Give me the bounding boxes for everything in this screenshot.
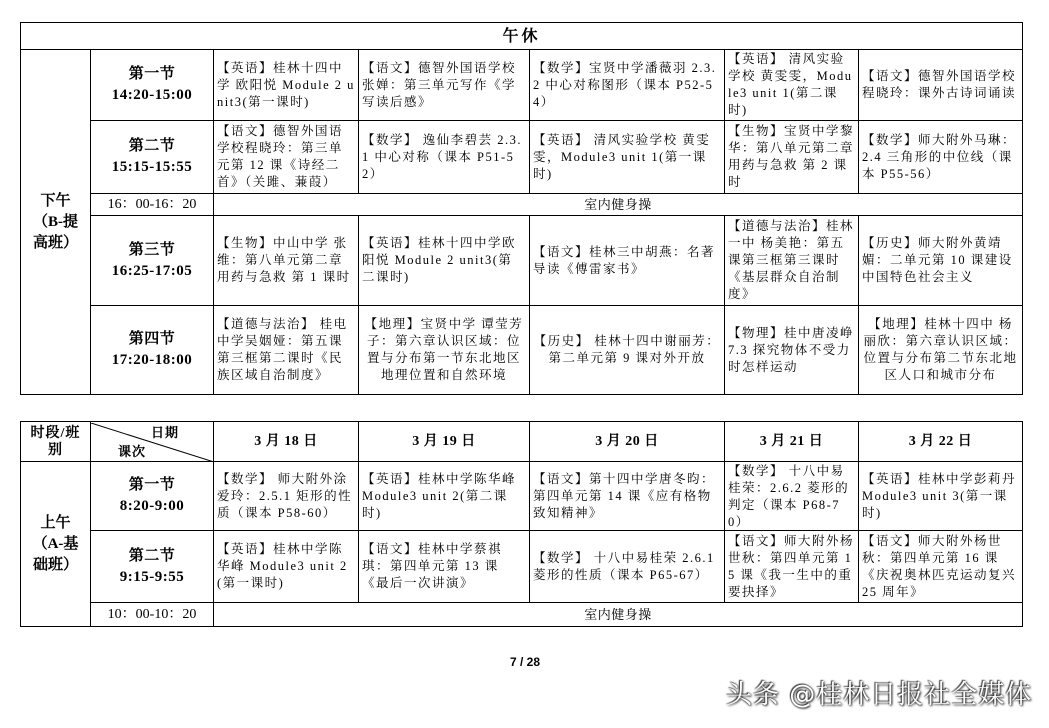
lesson-cell: 【英语】桂林中学陈华峰 Module3 unit 2(第一课时) bbox=[214, 531, 359, 603]
lesson-cell: 【语文】桂林三中胡燕：名著导读《傅雷家书》 bbox=[530, 216, 725, 306]
table-row bbox=[21, 306, 1023, 395]
lesson-cell: 【语文】德智外国语学校程晓玲：第三单元第 12 课《诗经二首》（关雎、蒹葭） bbox=[214, 121, 359, 194]
date-header: 3 月 22 日 bbox=[859, 422, 1023, 462]
watermark-text: 头条 @桂林日报社全媒体 bbox=[726, 680, 1033, 710]
session-label-afternoon bbox=[21, 50, 91, 395]
exercise-time: 16：00-16：20 bbox=[91, 194, 214, 216]
afternoon-schedule-table bbox=[20, 22, 1023, 395]
period-cell bbox=[91, 531, 214, 603]
lesson-cell: 【生物】宝贤中学黎华：第八单元第二章用药与急救 第 2 课时 bbox=[725, 121, 859, 194]
lesson-cell: 【语文】桂林中学蔡祺琪：第四单元第 13 课《最后一次讲演》 bbox=[359, 531, 530, 603]
lesson-cell: 【语文】师大附外杨世秋：第四单元第 15 课《我一生中的重要抉择》 bbox=[725, 531, 859, 603]
session-label: 上午 bbox=[40, 514, 71, 531]
session-column-header: 时段/班别 bbox=[21, 422, 91, 462]
period-name: 第三节 bbox=[128, 241, 176, 258]
period-name: 第二节 bbox=[128, 138, 176, 154]
lesson-cell: 【地理】宝贤中学 谭莹芳子：第六章认识区域：位置与分布第一节东北地区地理位置和自然环境 bbox=[359, 306, 530, 395]
session-label: 下午 bbox=[40, 192, 71, 209]
table-row bbox=[21, 50, 1023, 121]
lesson-cell: 【数学】 十八中易桂荣：2.6.2 菱形的判定（课本 P68-70） bbox=[725, 462, 859, 531]
exercise-time: 10：00-10：20 bbox=[91, 603, 214, 627]
header-row bbox=[21, 422, 1023, 462]
lesson-cell: 【数学】师大附外马琳：2.4 三角形的中位线（课本 P55-56） bbox=[859, 121, 1023, 194]
lesson-cell: 【数学】 逸仙李碧芸 2.3.1 中心对称（课本 P51-52） bbox=[359, 121, 530, 194]
period-time: 16:25-17:05 bbox=[111, 262, 193, 279]
lesson-cell: 【物理】桂中唐凌峥 7.3 探究物体不受力时怎样运动 bbox=[725, 306, 859, 395]
period-name: 第一节 bbox=[128, 66, 176, 82]
date-header: 3 月 20 日 bbox=[530, 422, 725, 462]
table-row bbox=[21, 216, 1023, 306]
date-header: 3 月 18 日 bbox=[214, 422, 359, 462]
page-number: 7 / 28 bbox=[509, 655, 541, 669]
exercise-activity: 室内健身操 bbox=[214, 194, 1023, 216]
period-name: 第一节 bbox=[128, 477, 176, 493]
period-axis-label: 课次 bbox=[118, 443, 147, 459]
period-time: 14:20-15:00 bbox=[111, 87, 193, 103]
session-class: （B-提高班） bbox=[32, 213, 78, 251]
period-time: 8:20-9:00 bbox=[119, 498, 185, 514]
table-row bbox=[21, 462, 1023, 531]
lesson-cell: 【数学】 师大附外涂爱玲：2.5.1 矩形的性质（课本 P58-60） bbox=[214, 462, 359, 531]
period-time: 17:20-18:00 bbox=[111, 352, 193, 368]
break-row bbox=[21, 23, 1023, 50]
session-label-morning bbox=[21, 462, 91, 627]
lesson-cell: 【英语】桂林中学彭莉丹 Module3 unit 3(第一课时) bbox=[859, 462, 1023, 531]
exercise-activity: 室内健身操 bbox=[214, 603, 1023, 627]
period-name: 第四节 bbox=[128, 331, 176, 347]
table-row bbox=[21, 531, 1023, 603]
period-cell bbox=[91, 50, 214, 121]
lesson-cell: 【道德与法治】 桂电中学吴姻娅：第五课第三框第二课时《民族区域自治制度》 bbox=[214, 306, 359, 395]
exercise-row bbox=[21, 603, 1023, 627]
lesson-cell: 【英语】桂林十四中学欧阳悦 Module 2 unit3(第二课时) bbox=[359, 216, 530, 306]
date-axis-label: 日期 bbox=[151, 424, 180, 440]
period-time: 9:15-9:55 bbox=[119, 568, 185, 585]
lesson-cell: 【历史】 桂林十四中谢丽芳：第二单元第 9 课对外开放 bbox=[530, 306, 725, 395]
session-class: （A-基础班） bbox=[32, 535, 79, 573]
lunch-break-label: 午休 bbox=[21, 23, 1023, 50]
date-header: 3 月 21 日 bbox=[725, 422, 859, 462]
lesson-cell: 【英语】桂林中学陈华峰 Module3 unit 2(第二课时) bbox=[359, 462, 530, 531]
lesson-cell: 【英语】 清风实验学校 黄雯雯，Module3 unit 1(第二课时) bbox=[725, 50, 859, 121]
diagonal-header-cell bbox=[91, 422, 214, 462]
lesson-cell: 【历史】师大附外黄靖媚：二单元第 10 课建设中国特色社会主义 bbox=[859, 216, 1023, 306]
lesson-cell: 【生物】中山中学 张维：第八单元第二章用药与急救 第 1 课时 bbox=[214, 216, 359, 306]
lesson-cell: 【语文】师大附外杨世秋：第四单元第 16 课《庆祝奥林匹克运动复兴 25 周年》 bbox=[859, 531, 1023, 603]
lesson-cell: 【语文】德智外国语学校张婵：第三单元写作《学写读后感》 bbox=[359, 50, 530, 121]
period-cell bbox=[91, 121, 214, 194]
period-cell bbox=[91, 306, 214, 395]
period-cell bbox=[91, 462, 214, 531]
period-name: 第二节 bbox=[128, 547, 176, 564]
lesson-cell: 【语文】德智外国语学校程晓玲：课外古诗词诵读 bbox=[859, 50, 1023, 121]
lesson-cell: 【数学】 十八中易桂荣 2.6.1 菱形的性质（课本 P65-67） bbox=[530, 531, 725, 603]
period-cell bbox=[91, 216, 214, 306]
period-time: 15:15-15:55 bbox=[111, 159, 193, 175]
lesson-cell: 【英语】 清风实验学校 黄雯雯，Module3 unit 1(第一课时) bbox=[530, 121, 725, 194]
lesson-cell: 【道德与法治】桂林一中 杨美艳：第五课第三框第三课时《基层群众自治制度》 bbox=[725, 216, 859, 306]
lesson-cell: 【数学】宝贤中学潘薇羽 2.3.2 中心对称图形（课本 P52-54） bbox=[530, 50, 725, 121]
lesson-cell: 【地理】桂林十四中 杨丽欣：第六章认识区域：位置与分布第二节东北地区人口和城市分布 bbox=[859, 306, 1023, 395]
lesson-cell: 【语文】第十四中学唐冬昀：第四单元第 14 课《应有格物致知精神》 bbox=[530, 462, 725, 531]
lesson-cell: 【英语】桂林十四中学 欧阳悦 Module 2 unit3(第一课时) bbox=[214, 50, 359, 121]
table-row bbox=[21, 121, 1023, 194]
exercise-row bbox=[21, 194, 1023, 216]
morning-schedule-table bbox=[20, 421, 1023, 627]
date-header: 3 月 19 日 bbox=[359, 422, 530, 462]
